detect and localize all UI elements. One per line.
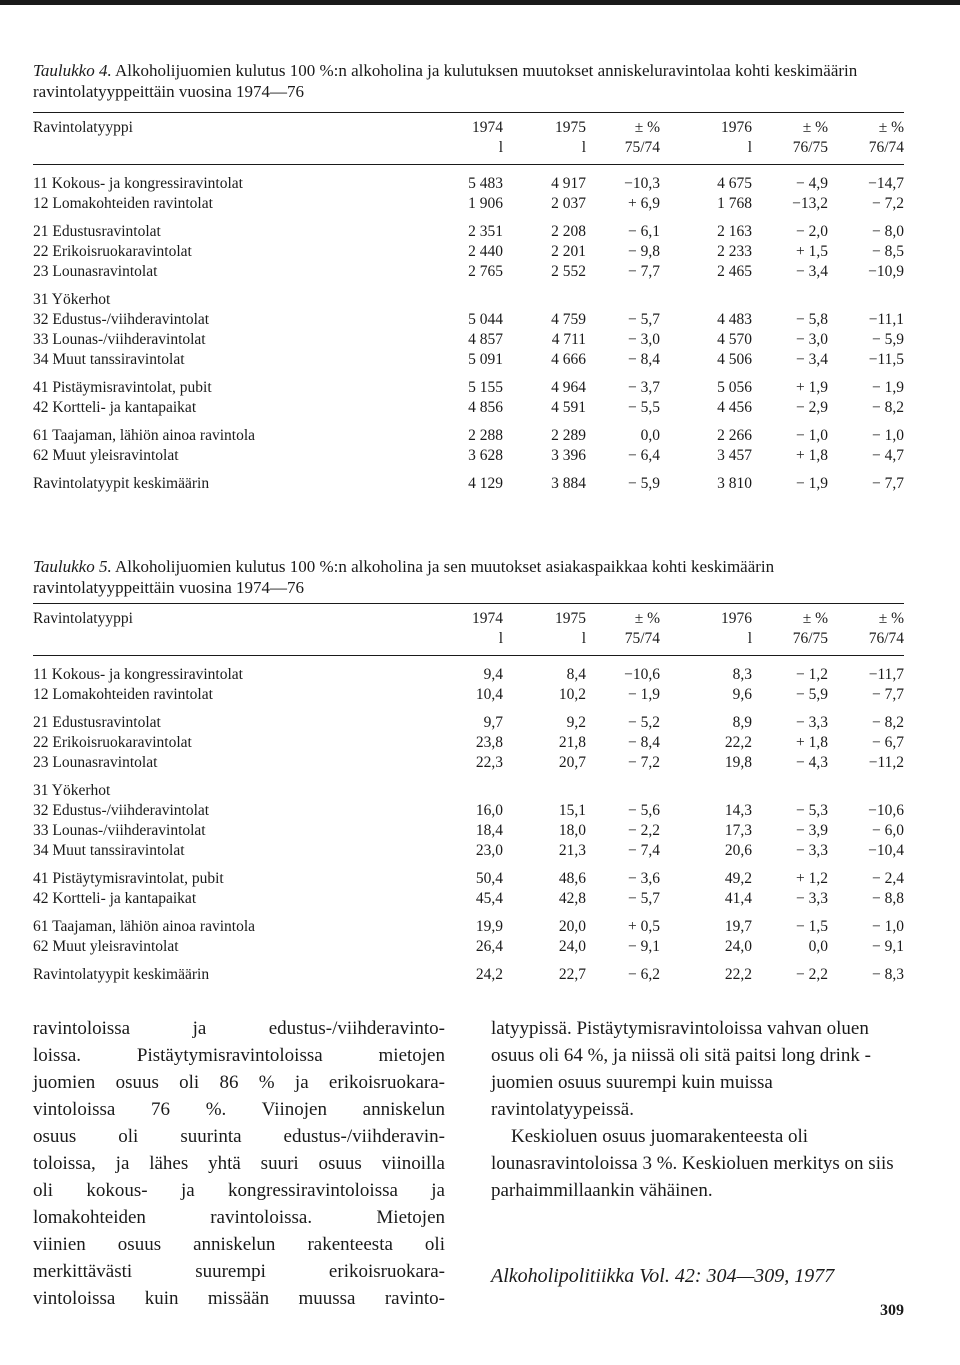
table-cell (452, 282, 503, 310)
table-cell: 45,4 (475, 890, 503, 907)
row-label: 61 Taajaman, lähiön ainoa ravintola (33, 918, 256, 935)
table-cell: 1 906 (468, 195, 503, 212)
table-cell: + 1,2 (796, 870, 828, 887)
text-line: oli kokous- ja kongressiravintoloissa ja (33, 1180, 445, 1201)
table-cell: − 4,3 (796, 754, 828, 771)
text-line: loissa. Pistäytymisravintoloissa mietojen (33, 1045, 445, 1066)
text-line: ravintoloissa ja edustus-/viihderavinto- (33, 1018, 445, 1039)
table-cell (752, 773, 828, 801)
row-label: 33 Lounas-/viihderavintolat (33, 331, 206, 348)
table-cell: 8,3 (732, 666, 752, 683)
column-header: l (503, 138, 586, 165)
table-cell: 20,0 (558, 918, 586, 935)
table4 (33, 112, 904, 494)
table-cell: 2 765 (468, 263, 503, 280)
table5-label: Taulukko 5. (33, 557, 112, 576)
table-cell: 26,4 (475, 938, 503, 955)
table-cell: − 8,2 (872, 399, 904, 416)
column-header: 76/74 (828, 629, 904, 656)
table-cell: − 9,1 (872, 938, 904, 955)
table-cell: − 1,9 (796, 475, 828, 492)
table-cell: + 1,8 (796, 447, 828, 464)
table-row (33, 194, 904, 214)
table-cell: − 3,3 (796, 890, 828, 907)
row-label: 23 Lounasravintolat (33, 754, 158, 771)
table-cell: 4 964 (551, 379, 586, 396)
table-cell: 5 056 (717, 379, 752, 396)
column-header-name: Ravintolatyyppi (33, 604, 452, 630)
table-cell: 3 884 (551, 475, 586, 492)
table-cell (503, 773, 586, 801)
table-cell: 23,8 (475, 734, 503, 751)
table-header-row (33, 113, 904, 139)
table-cell: 4 917 (551, 175, 586, 192)
table-cell: −11,1 (868, 311, 904, 328)
page-top-rule (0, 0, 960, 5)
table-row (33, 841, 904, 861)
column-header: l (660, 629, 752, 656)
table-cell: − 9,8 (628, 243, 660, 260)
table-cell: − 7,2 (628, 754, 660, 771)
table-cell: 0,0 (808, 938, 828, 955)
table4-label: Taulukko 4. (33, 61, 112, 80)
row-label: 23 Lounasravintolat (33, 263, 158, 280)
table-cell: 48,6 (558, 870, 586, 887)
table-cell: − 8,4 (628, 734, 660, 751)
table-cell: 4 711 (551, 331, 586, 348)
row-label: Ravintolatyypit keskimäärin (33, 475, 210, 492)
table-cell: − 8,2 (872, 714, 904, 731)
table-cell: 22,7 (558, 966, 586, 983)
column-header: l (503, 629, 586, 656)
table-cell: − 1,5 (796, 918, 828, 935)
table-cell: − 6,2 (628, 966, 660, 983)
table-cell: − 1,0 (872, 427, 904, 444)
table-cell: − 1,9 (628, 686, 660, 703)
table-cell: 1 768 (717, 195, 752, 212)
table-cell: 2 289 (551, 427, 586, 444)
row-label: 31 Yökerhot (33, 291, 111, 308)
journal-citation: Alkoholipolitiikka Vol. 42: 304—309, 1977 (491, 1265, 835, 1287)
row-label: 22 Erikoisruokaravintolat (33, 734, 192, 751)
table-cell: 42,8 (558, 890, 586, 907)
table-cell: − 8,4 (628, 351, 660, 368)
text-line: osuus oli suurinta edustus-/viihderavin- (33, 1126, 445, 1147)
body-text-left-column (33, 1015, 445, 1312)
table-cell: 0,0 (640, 427, 660, 444)
table-cell: 4 857 (468, 331, 503, 348)
table-cell (660, 282, 752, 310)
table-row (33, 466, 904, 494)
table-cell: 2 233 (717, 243, 752, 260)
row-label: 22 Erikoisruokaravintolat (33, 243, 192, 260)
table-cell: + 1,8 (796, 734, 828, 751)
table-cell (586, 282, 660, 310)
column-header-name: Ravintolatyyppi (33, 113, 452, 139)
table-cell: − 9,1 (628, 938, 660, 955)
table5 (33, 603, 904, 985)
table-row (33, 262, 904, 282)
table-row (33, 656, 904, 686)
table-row (33, 889, 904, 909)
table-cell: 3 810 (717, 475, 752, 492)
table-row (33, 773, 904, 801)
table-cell: − 3,4 (796, 351, 828, 368)
table-cell: 22,2 (724, 966, 752, 983)
table-cell (503, 282, 586, 310)
page-number: 309 (880, 1302, 904, 1319)
table-cell: − 8,0 (872, 223, 904, 240)
table-cell: −10,6 (868, 802, 904, 819)
row-label: 12 Lomakohteiden ravintolat (33, 686, 213, 703)
table5-caption-text: Alkoholijuomien kulutus 100 %:n alkoholina ja sen muutokset asiakaspaikkaa kohti keskimäärin ravintolatyyppeittäin vuosina 1974—76 (33, 557, 775, 597)
table-cell: 8,4 (566, 666, 586, 683)
table-cell (586, 773, 660, 801)
row-label: 32 Edustus-/viihderavintolat (33, 311, 210, 328)
text-line: merkittävästi suurempi erikoisruokara- (33, 1261, 445, 1282)
column-header: ± % (828, 113, 904, 139)
table-header-row (33, 629, 904, 656)
table-cell: − 5,5 (628, 399, 660, 416)
table-cell: 2 163 (717, 223, 752, 240)
table-cell: −13,2 (792, 195, 828, 212)
column-header: ± % (752, 113, 828, 139)
table-cell: − 5,7 (628, 890, 660, 907)
table-cell: 4 570 (717, 331, 752, 348)
table-cell: − 3,7 (628, 379, 660, 396)
table-cell: − 4,7 (872, 447, 904, 464)
table-cell: 4 483 (717, 311, 752, 328)
table-row (33, 705, 904, 733)
table-cell: − 5,7 (628, 311, 660, 328)
table-cell: 18,4 (475, 822, 503, 839)
table-cell: 23,0 (475, 842, 503, 859)
column-header: 1976 (660, 604, 752, 630)
table-cell: 5 091 (468, 351, 503, 368)
column-header: l (452, 629, 503, 656)
table-cell: 9,7 (483, 714, 503, 731)
table-cell: + 6,9 (628, 195, 660, 212)
table-cell (660, 773, 752, 801)
table-cell: − 7,7 (628, 263, 660, 280)
table-row (33, 418, 904, 446)
table-cell: 4 591 (551, 399, 586, 416)
table-row (33, 446, 904, 466)
table-cell: − 5,9 (628, 475, 660, 492)
paragraph-medium-beer: Keskioluen osuus juomarakenteesta oli lounasravintoloissa 3 %. Keskioluen merkitys on siis parhaimmillaankin vähäinen. (491, 1126, 894, 1201)
table-cell: 4 675 (717, 175, 752, 192)
column-header: 1975 (503, 604, 586, 630)
table-cell: 18,0 (558, 822, 586, 839)
column-header: 75/74 (586, 138, 660, 165)
table-cell: 2 266 (717, 427, 752, 444)
table-cell: 3 628 (468, 447, 503, 464)
row-label: 33 Lounas-/viihderavintolat (33, 822, 206, 839)
column-header: ± % (752, 604, 828, 630)
table-cell: − 7,7 (872, 475, 904, 492)
row-label: 11 Kokous- ja kongressiravintolat (33, 175, 243, 192)
column-header: 75/74 (586, 629, 660, 656)
table-cell (752, 282, 828, 310)
table-cell: − 3,0 (796, 331, 828, 348)
table-cell: −11,7 (868, 666, 904, 683)
table-cell: 2 037 (551, 195, 586, 212)
text-line: vintoloissa 76 %. Viinojen anniskelun (33, 1099, 445, 1120)
table-row (33, 957, 904, 985)
table-cell: 19,7 (724, 918, 752, 935)
table-cell: − 5,2 (628, 714, 660, 731)
row-label: 21 Edustusravintolat (33, 223, 161, 240)
table-row (33, 753, 904, 773)
table-cell: 5 155 (468, 379, 503, 396)
table-cell: 15,1 (558, 802, 586, 819)
table-row (33, 165, 904, 195)
table-cell: − 8,3 (872, 966, 904, 983)
column-header: ± % (828, 604, 904, 630)
table-cell: 4 506 (717, 351, 752, 368)
table-cell: − 4,9 (796, 175, 828, 192)
text-line: lomakohteiden ravintoloissa. Mietojen (33, 1207, 445, 1228)
table-cell: − 6,0 (872, 822, 904, 839)
table-cell: − 3,4 (796, 263, 828, 280)
table-cell: 2 440 (468, 243, 503, 260)
table5-caption (33, 556, 913, 598)
column-header: ± % (586, 604, 660, 630)
table-cell: + 1,5 (796, 243, 828, 260)
table-row (33, 909, 904, 937)
column-header: 1975 (503, 113, 586, 139)
text-line: toloissa, ja lähes yhtä suuri osuus viinoilla (33, 1153, 445, 1174)
row-label: 41 Pistäymisravintolat, pubit (33, 379, 212, 396)
column-header: l (452, 138, 503, 165)
table-cell: 49,2 (724, 870, 752, 887)
column-header: 76/74 (828, 138, 904, 165)
table-cell: −11,5 (868, 351, 904, 368)
table-row (33, 685, 904, 705)
table-cell: 4 129 (468, 475, 503, 492)
table-cell: − 6,7 (872, 734, 904, 751)
table-cell: 5 044 (468, 311, 503, 328)
table-cell: 2 465 (717, 263, 752, 280)
text-line: viinien osuus anniskelun rakenteesta oli (33, 1234, 445, 1255)
table-cell: 20,6 (724, 842, 752, 859)
table-cell: −10,3 (624, 175, 660, 192)
table-cell: 22,3 (475, 754, 503, 771)
table-cell: 41,4 (724, 890, 752, 907)
table-cell: −14,7 (868, 175, 904, 192)
table-cell: 14,3 (724, 802, 752, 819)
table-cell: 3 457 (717, 447, 752, 464)
column-header: 1976 (660, 113, 752, 139)
table-cell: 10,4 (475, 686, 503, 703)
table-header-row (33, 138, 904, 165)
table-row (33, 398, 904, 418)
column-header: l (660, 138, 752, 165)
table-cell: − 2,9 (796, 399, 828, 416)
table-cell: − 6,4 (628, 447, 660, 464)
table-cell: + 1,9 (796, 379, 828, 396)
table-row (33, 733, 904, 753)
table-cell: − 7,2 (872, 195, 904, 212)
table-row (33, 282, 904, 310)
table-cell: 9,2 (566, 714, 586, 731)
table-cell: 2 288 (468, 427, 503, 444)
table-cell: 50,4 (475, 870, 503, 887)
table-cell: − 3,3 (796, 714, 828, 731)
table-cell: − 7,4 (628, 842, 660, 859)
table-row (33, 861, 904, 889)
table-cell: − 1,0 (872, 918, 904, 935)
table-row (33, 821, 904, 841)
table-cell: − 3,9 (796, 822, 828, 839)
table-cell: − 2,2 (796, 966, 828, 983)
table-cell (828, 773, 904, 801)
table-cell: − 3,0 (628, 331, 660, 348)
table-cell: 17,3 (724, 822, 752, 839)
row-label: 11 Kokous- ja kongressiravintolat (33, 666, 243, 683)
table4-caption (33, 60, 913, 102)
row-label: 42 Kortteli- ja kantapaikat (33, 399, 197, 416)
table-cell: − 1,0 (796, 427, 828, 444)
table-cell: 24,0 (558, 938, 586, 955)
table-cell: −11,2 (868, 754, 904, 771)
table-cell: 2 351 (468, 223, 503, 240)
table-cell: − 2,2 (628, 822, 660, 839)
table-cell: − 1,9 (872, 379, 904, 396)
column-header-name (33, 629, 452, 656)
row-label: 34 Muut tanssiravintolat (33, 351, 185, 368)
table-cell: 20,7 (558, 754, 586, 771)
table-cell: 9,6 (732, 686, 752, 703)
table-cell: 10,2 (558, 686, 586, 703)
table-cell: 4 856 (468, 399, 503, 416)
table-cell: 21,8 (558, 734, 586, 751)
table-cell: 21,3 (558, 842, 586, 859)
table-cell: 4 666 (551, 351, 586, 368)
column-header: 76/75 (752, 629, 828, 656)
table-row (33, 801, 904, 821)
text-line: vintoloissa kuin missään muussa ravinto- (33, 1288, 445, 1309)
table-header-row (33, 604, 904, 630)
table-cell: − 5,3 (796, 802, 828, 819)
row-label: 31 Yökerhot (33, 782, 111, 799)
row-label: 61 Taajaman, lähiön ainoa ravintola (33, 427, 256, 444)
row-label: 42 Kortteli- ja kantapaikat (33, 890, 197, 907)
table-cell: 2 201 (551, 243, 586, 260)
column-header: 1974 (452, 604, 503, 630)
table-cell: 22,2 (724, 734, 752, 751)
table-cell: 5 483 (468, 175, 503, 192)
table-row (33, 350, 904, 370)
table-cell: 2 208 (551, 223, 586, 240)
row-label: 12 Lomakohteiden ravintolat (33, 195, 213, 212)
column-header-name (33, 138, 452, 165)
table-row (33, 370, 904, 398)
table-cell: 4 759 (551, 311, 586, 328)
row-label: 62 Muut yleisravintolat (33, 938, 179, 955)
table-cell: − 6,1 (628, 223, 660, 240)
row-label: 32 Edustus-/viihderavintolat (33, 802, 210, 819)
table-cell: 2 552 (551, 263, 586, 280)
body-text-right-column (491, 1015, 903, 1204)
table-cell: − 5,8 (796, 311, 828, 328)
row-label: Ravintolatyypit keskimäärin (33, 966, 210, 983)
table-cell (452, 773, 503, 801)
column-header: ± % (586, 113, 660, 139)
row-label: 34 Muut tanssiravintolat (33, 842, 185, 859)
table-cell: −10,6 (624, 666, 660, 683)
text-line: juomien osuus oli 86 % ja erikoisruokara- (33, 1072, 445, 1093)
table-cell: 24,2 (475, 966, 503, 983)
table-cell: + 0,5 (628, 918, 660, 935)
table-cell: −10,9 (868, 263, 904, 280)
table-cell: 3 396 (551, 447, 586, 464)
table-cell: 19,9 (475, 918, 503, 935)
paragraph-strong-beer: latyypissä. Pistäytymisravintoloissa vahvan oluen osuus oli 64 %, ja niissä oli sitä paitsi long drink -juomien osuus suurempi kuin muissa ravintolatyypeissä. (491, 1018, 871, 1120)
table-cell: − 2,4 (872, 870, 904, 887)
table-cell: 19,8 (724, 754, 752, 771)
table-cell: − 5,9 (796, 686, 828, 703)
table-cell: − 3,6 (628, 870, 660, 887)
table-cell: − 3,3 (796, 842, 828, 859)
table-cell: − 8,5 (872, 243, 904, 260)
table-cell: 16,0 (475, 802, 503, 819)
table-cell: 4 456 (717, 399, 752, 416)
column-header: 1974 (452, 113, 503, 139)
table-row (33, 937, 904, 957)
table-row (33, 310, 904, 330)
column-header: 76/75 (752, 138, 828, 165)
table-cell: − 1,2 (796, 666, 828, 683)
row-label: 21 Edustusravintolat (33, 714, 161, 731)
table-cell: − 8,8 (872, 890, 904, 907)
table-cell: −10,4 (868, 842, 904, 859)
table-row (33, 242, 904, 262)
table-cell: − 5,6 (628, 802, 660, 819)
table-cell: − 2,0 (796, 223, 828, 240)
table-cell: 9,4 (483, 666, 503, 683)
table-cell: 8,9 (732, 714, 752, 731)
table-cell (828, 282, 904, 310)
table-cell: − 7,7 (872, 686, 904, 703)
row-label: 41 Pistäytymisravintolat, pubit (33, 870, 224, 887)
table-cell: 24,0 (724, 938, 752, 955)
table-row (33, 330, 904, 350)
table4-caption-text: Alkoholijuomien kulutus 100 %:n alkoholina ja kulutuksen muutokset anniskeluravintolaa kohti keskimäärin ravintolatyyppeittäin vuosina 1974—76 (33, 61, 858, 101)
row-label: 62 Muut yleisravintolat (33, 447, 179, 464)
table-cell: − 5,9 (872, 331, 904, 348)
table-row (33, 214, 904, 242)
